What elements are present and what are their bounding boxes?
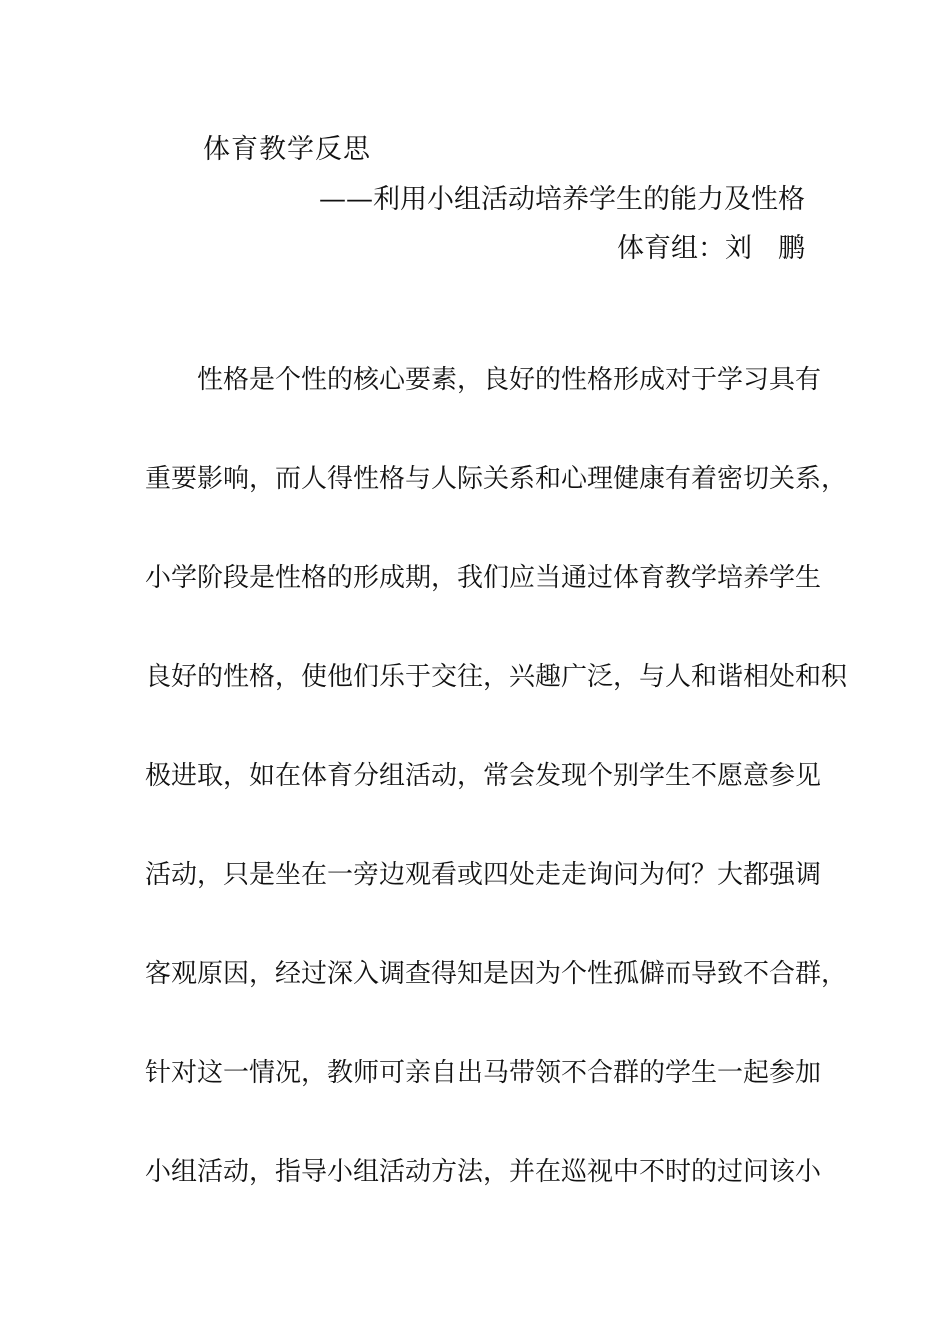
author-line [617,229,805,269]
body-line: 客观原因，经过深入调查得知是因为个性孤僻而导致不合群， [145,959,848,989]
body-line: 小组活动，指导小组活动方法，并在巡视中不时的过问该小 [145,1157,822,1187]
document-subtitle: ——利用小组活动培养学生的能力及性格 [319,184,805,215]
author-label: 体育组：刘 [617,233,752,264]
body-line: 针对这一情况，教师可亲自出马带领不合群的学生一起参加 [145,1058,822,1088]
body-line: 性格是个性的核心要素，良好的性格形成对于学习具有 [197,365,822,395]
body-line: 重要影响，而人得性格与人际关系和心理健康有着密切关系， [145,464,848,494]
body-paragraph [145,360,848,1251]
body-line: 活动，只是坐在一旁边观看或四处走走询问为何？大都强调 [145,860,822,890]
body-line: 小学阶段是性格的形成期，我们应当通过体育教学培养学生 [145,563,822,593]
document-title: 体育教学反思 [203,134,371,165]
author-name-end: 鹏 [778,233,805,264]
body-line: 极进取，如在体育分组活动，常会发现个别学生不愿意参见 [145,761,822,791]
body-line: 良好的性格，使他们乐于交往，兴趣广泛，与人和谐相处和积 [145,662,848,692]
